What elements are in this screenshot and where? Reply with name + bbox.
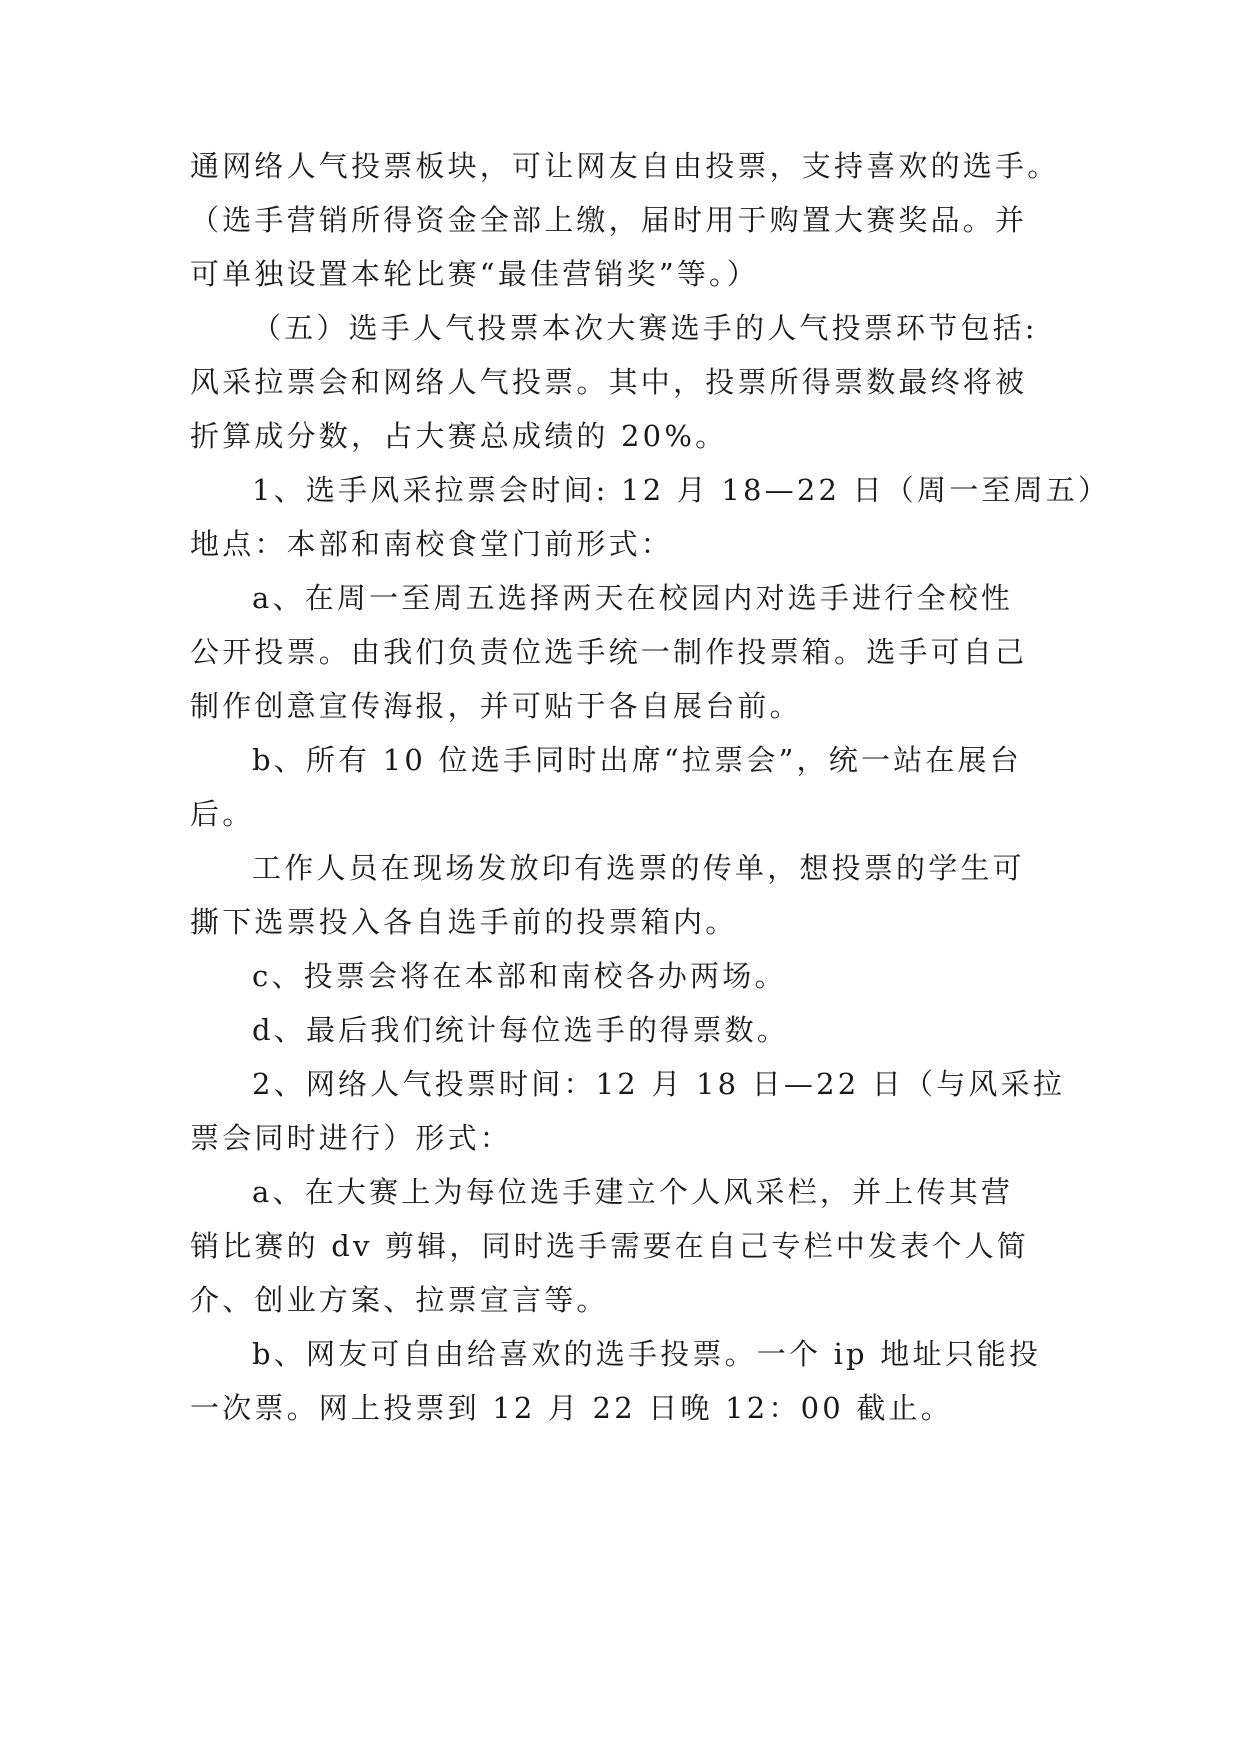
text-line: 通网络人气投票板块，可让网友自由投票，支持喜欢的选手。 bbox=[190, 149, 1060, 183]
text-line: 介、创业方案、拉票宣言等。 bbox=[190, 1283, 609, 1317]
text-line: 后。 bbox=[190, 797, 255, 831]
text-line: c、投票会将在本部和南校各办两场。 bbox=[252, 959, 787, 993]
text-line: b、所有 10 位选手同时出席“拉票会”，统一站在展台 bbox=[252, 743, 1022, 777]
text-line: 撕下选票投入各自选手前的投票箱内。 bbox=[190, 905, 738, 939]
text-line: b、网友可自由给喜欢的选手投票。一个 ip 地址只能投 bbox=[252, 1337, 1042, 1371]
text-line: d、最后我们统计每位选手的得票数。 bbox=[252, 1013, 789, 1047]
text-line: 折算成分数，占大赛总成绩的 20%。 bbox=[190, 419, 728, 453]
text-line: 1、选手风采拉票会时间: 12 月 18—22 日（周一至周五） bbox=[252, 473, 1111, 507]
text-line: 公开投票。由我们负责位选手统一制作投票箱。选手可自己 bbox=[190, 635, 1028, 669]
text-line: 工作人员在现场发放印有选票的传单，想投票的学生可 bbox=[252, 851, 1025, 885]
text-line: 制作创意宣传海报，并可贴于各自展台前。 bbox=[190, 689, 802, 723]
section-heading: （五）选手人气投票本次大赛选手的人气投票环节包括: bbox=[252, 311, 1038, 345]
text-line: 地点：本部和南校食堂门前形式： bbox=[190, 527, 674, 561]
text-line: 一次票。网上投票到 12 月 22 日晚 12：00 截止。 bbox=[190, 1391, 953, 1425]
text-line: 销比赛的 dv 剪辑，同时选手需要在自己专栏中发表个人简 bbox=[190, 1229, 1029, 1263]
text-line: 可单独设置本轮比赛“最佳营销奖”等。） bbox=[190, 257, 759, 291]
text-line: 风采拉票会和网络人气投票。其中，投票所得票数最终将被 bbox=[190, 365, 1028, 399]
text-line: a、在周一至周五选择两天在校园内对选手进行全校性 bbox=[252, 581, 1014, 615]
text-line: a、在大赛上为每位选手建立个人风采栏，并上传其营 bbox=[252, 1175, 1014, 1209]
text-line: 票会同时进行）形式： bbox=[190, 1121, 513, 1155]
text-line: （选手营销所得资金全部上缴，届时用于购置大赛奖品。并 bbox=[190, 203, 1028, 237]
text-line: 2、网络人气投票时间：12 月 18 日—22 日（与风采拉 bbox=[252, 1067, 1066, 1101]
